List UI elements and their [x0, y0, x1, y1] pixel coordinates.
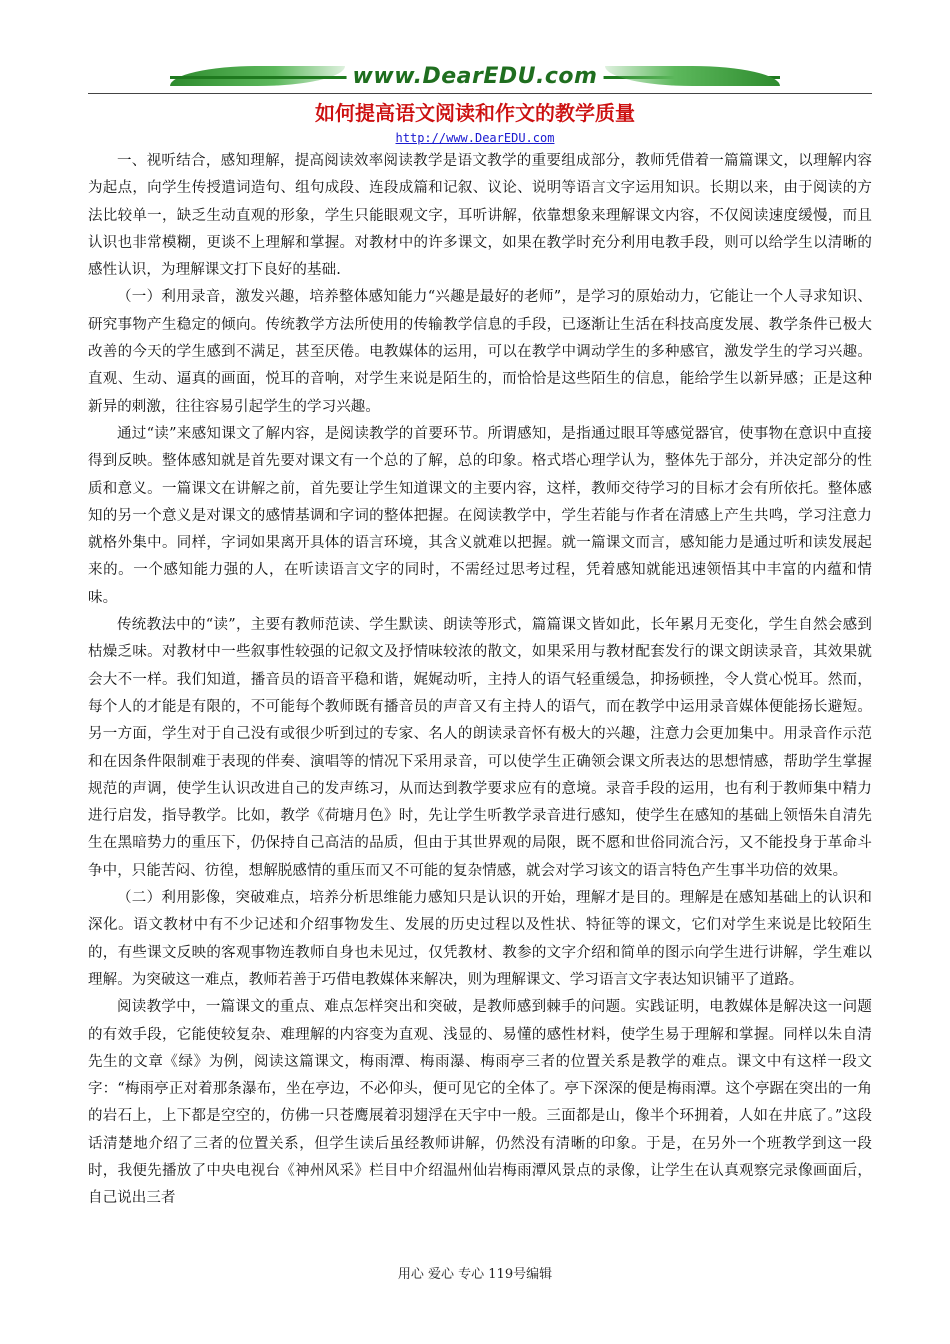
header-rule — [88, 93, 872, 94]
paragraph: （二）利用影像，突破难点，培养分析思维能力感知只是认识的开始，理解才是目的。理解是在感知基础上的认识和深化。语文教材中有不少记述和介绍事物发生、发展的历史过程以及性状、特征等的课文，它们对学生来说是比较陌生的，有些课文反映的客观事物连教师自身也未见过，仅凭教材、教参的文字介绍和简单的图示向学生进行讲解，学生难以理解。为突破这一难点，教师若善于巧借电教媒体来解决，则为理解课文、学习语言文字表达知识铺平了道路。 — [88, 890, 872, 988]
banner-logo-text: www.DearEDU.com — [347, 62, 604, 92]
source-link[interactable]: http://www.DearEDU.com — [395, 131, 555, 145]
paragraph: 一、视听结合，感知理解，提高阅读效率阅读教学是语文教学的重要组成部分，教师凭借着一篇篇课文，以理解内容为起点，向学生传授遣词造句、组句成段、连段成篇和记叙、议论、说明等语言文字运用知识。长期以来，由于阅读的方法比较单一，缺乏生动直观的形象，学生只能眼观文字，耳听讲解，依靠想象来理解课文内容，不仅阅读速度缓慢，而且认识也非常模糊，更谈不上理解和掌握。对教材中的许多课文，如果在教学时充分利用电教手段，则可以给学生以清晰的感性认识，为理解课文打下良好的基础. — [88, 153, 872, 279]
paragraph: （一）利用录音，激发兴趣，培养整体感知能力“兴趣是最好的老师”，是学习的原始动力，它能让一个人寻求知识、研究事物产生稳定的倾向。传统教学方法所使用的传输教学信息的手段，已逐渐让生活在科技高度发展、教学条件已极大改善的今天的学生感到不满足，甚至厌倦。电教媒体的运用，可以在教学中调动学生的多种感官，激发学生的学习兴趣。直观、生动、逼真的画面，悦耳的音响，对学生来说是陌生的，而恰恰是这些陌生的信息，能给学生以新异感；正是这种新异的刺激，往往容易引起学生的学习兴趣。 — [88, 289, 872, 415]
paragraph: 阅读教学中，一篇课文的重点、难点怎样突出和突破，是教师感到棘手的问题。实践证明，电教媒体是解决这一问题的有效手段，它能使较复杂、难理解的内容变为直观、浅显的、易懂的感性材料，使学生易于理解和掌握。同样以朱自清先生的文章《绿》为例，阅读这篇课文，梅雨潭、梅雨瀑、梅雨亭三者的位置关系是教学的难点。课文中有这样一段文字：“梅雨亭正对着那条瀑布，坐在亭边，不必仰头，便可见它的全体了。亭下深深的便是梅雨潭。这个亭踞在突出的一角的岩石上，上下都是空空的，仿佛一只苍鹰展着羽翅浮在天宇中一般。三面都是山，像半个环拥着，人如在井底了。”这段话清楚地介绍了三者的位置关系，但学生读后虽经教师讲解，仍然没有清晰的印象。于是，在另外一个班教学到这一段时，我便先播放了中央电视台《神州风采》栏目中介绍温州仙岩梅雨潭风景点的录像，让学生在认真观察完录像画面后，自己说出三者 — [88, 999, 872, 1207]
page-footer: 用心 爱心 专心 119号编辑 — [397, 1267, 553, 1282]
article-body — [88, 148, 872, 1213]
page-title: 如何提高语文阅读和作文的教学质量 — [315, 101, 635, 125]
banner-swoosh-right — [605, 66, 780, 86]
paragraph: 通过“读”来感知课文了解内容，是阅读教学的首要环节。所谓感知，是指通过眼耳等感觉器官，使事物在意识中直接得到反映。整体感知就是首先要对课文有一个总的了解，总的印象。格式塔心理学认为，整体先于部分，并决定部分的性质和意义。一篇课文在讲解之前，首先要让学生知道课文的主要内容，这样，教师交待学习的目标才会有所依托。整体感知的另一个意义是对课文的感情基调和字词的整体把握。在阅读教学中，学生若能与作者在清感上产生共鸣，学习注意力就格外集中。同样，字词如果离开具体的语言环境，其含义就难以把握。就一篇课文而言，感知能力是通过听和读发展起来的。一个感知能力强的人，在听读语言文字的同时，不需经过思考过程，凭着感知就能迅速领悟其中丰富的内蕴和情味。 — [88, 425, 872, 606]
paragraph: 传统教法中的“读”，主要有教师范读、学生默读、朗读等形式，篇篇课文皆如此，长年累月无变化，学生自然会感到枯燥乏味。对教材中一些叙事性较强的记叙文及抒情味较浓的散文，如果采用与教材配套发行的课文朗读录音，其效果就会大不一样。我们知道，播音员的语音平稳和谐，娓娓动听，主持人的语气轻重缓急，抑扬顿挫，令人赏心悦耳。然而，每个人的才能是有限的，不可能每个教师既有播音员的声音又有主持人的语气，而在教学中运用录音媒体便能扬长避短。另一方面，学生对于自己没有或很少听到过的专家、名人的朗读录音怀有极大的兴趣，注意力会更加集中。用录音作示范和在因条件限制难于表现的伴奏、演唱等的情况下采用录音，可以使学生正确领会课文所表达的思想情感，帮助学生掌握规范的声调，使学生认识改进自己的发声练习，从而达到教学要求应有的意境。录音手段的运用，也有利于教师集中精力进行启发，指导教学。比如，教学《荷塘月色》时，先让学生听教学录音进行感知，使学生在感知的基础上领悟朱自清先生在黑暗势力的重压下，仍保持自己高洁的品质，但由于其世界观的局限，既不愿和世俗同流合污，又不能投身于革命斗争中，只能苦闷、彷徨，想解脱感情的重压而又不可能的复杂情感，就会对学习该文的语言特色产生事半功倍的效果。 — [88, 617, 872, 879]
site-banner — [170, 62, 780, 92]
